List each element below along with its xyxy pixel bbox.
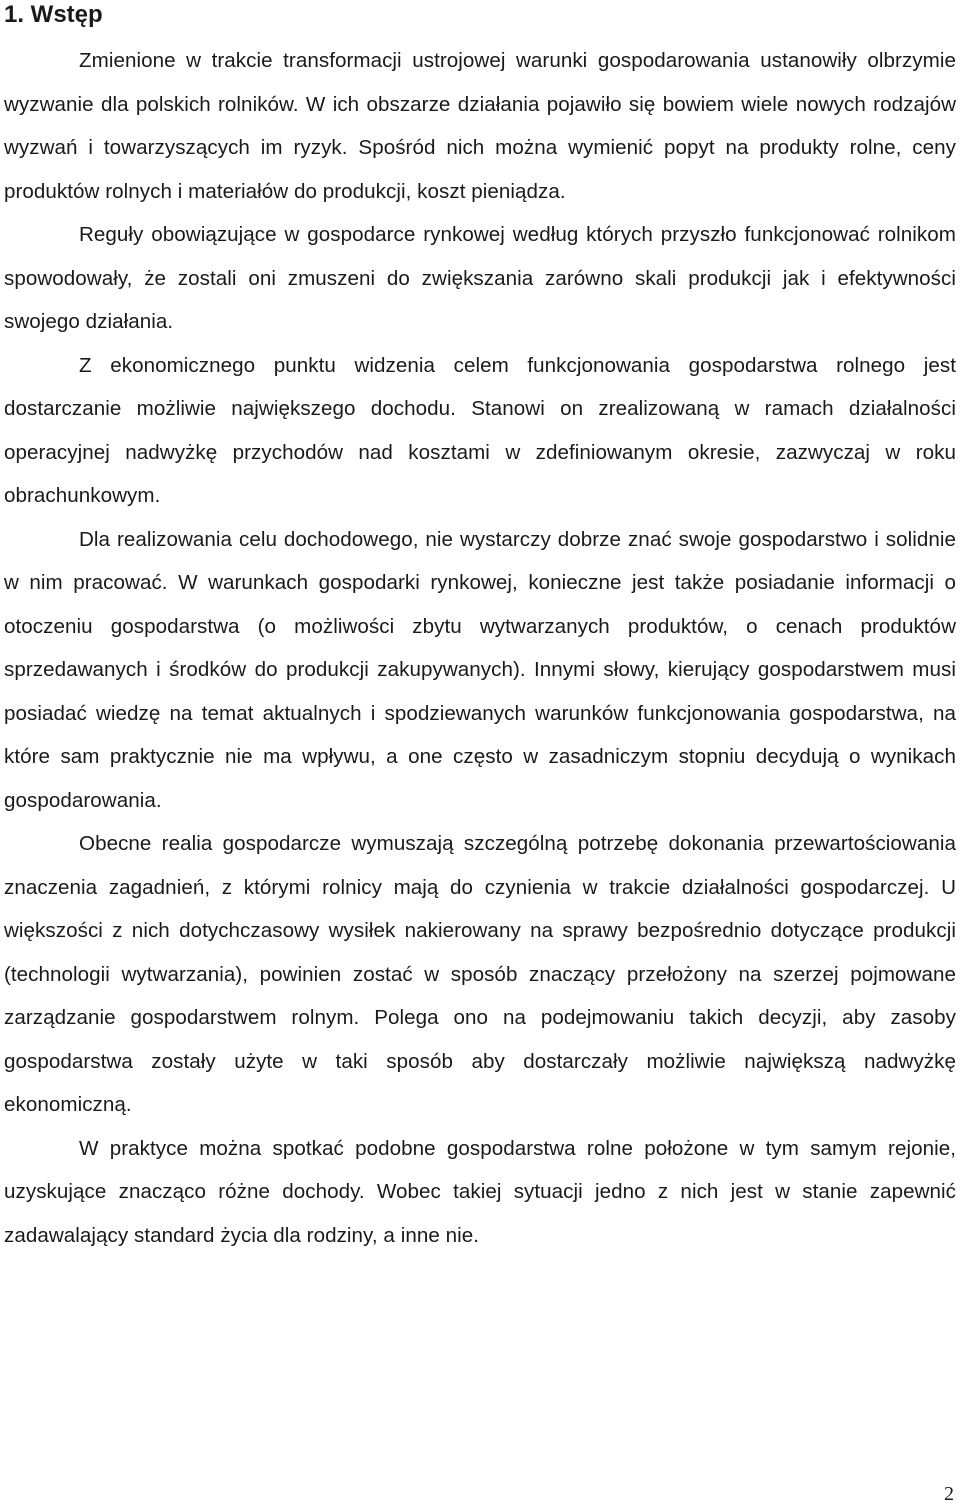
page-number: 2 xyxy=(944,1483,954,1505)
paragraph-6: W praktyce można spotkać podobne gospodarstwa rolne położone w tym samym rejonie, uzyskujące znacząco różne dochody. Wobec takiej sytuacji jedno z nich jest w stanie zapewnić zadawalający standard życia dla rodziny, a inne nie. xyxy=(4,1136,956,1247)
paragraph-1: Zmienione w trakcie transformacji ustrojowej warunki gospodarowania ustanowiły olbrzymie wyzwanie dla polskich rolników. W ich obszarze działania pojawiło się bowiem wiele nowych rodzajów wyzwań i towarzyszących im ryzyk. Spośród nich można wymienić popyt na produkty rolne, ceny produktów rolnych i materiałów do produkcji, koszt pieniądza. xyxy=(4,49,956,203)
section-heading: 1. Wstęp xyxy=(4,1,103,28)
paragraph-2: Reguły obowiązujące w gospodarce rynkowej według których przyszło funkcjonować rolnikom spowodowały, że zostali oni zmuszeni do zwiększania zarówno skali produkcji jak i efektywności swojego działania. xyxy=(4,223,956,333)
paragraph-4: Dla realizowania celu dochodowego, nie wystarczy dobrze znać swoje gospodarstwo i solidnie w nim pracować. W warunkach gospodarki rynkowej, konieczne jest także posiadanie informacji o otoczeniu gospodarstwa (o możliwości zbytu wytwarzanych produktów, o cenach produktów sprzedawanych i środków do produkcji zakupywanych). Innymi słowy, kierujący gospodarstwem musi posiadać wiedzę na temat aktualnych i spodziewanych warunków funkcjonowania gospodarstwa, na które sam praktycznie nie ma wpływu, a one często w zasadniczym stopniu decydują o wynikach gospodarowania. xyxy=(4,527,956,812)
paragraph-5: Obecne realia gospodarcze wymuszają szczególną potrzebę dokonania przewartościowania znaczenia zagadnień, z którymi rolnicy mają do czynienia w trakcie działalności gospodarczej. U większości z nich dotychczasowy wysiłek nakierowany na sprawy bezpośrednio dotyczące produkcji (technologii wytwarzania), powinien zostać w sposób znaczący przełożony na szerzej pojmowane zarządzanie gospodarstwem rolnym. Polega ono na podejmowaniu takich decyzji, aby zasoby gospodarstwa zostały użyte w taki sposób aby dostarczały możliwie największą nadwyżkę ekonomiczną. xyxy=(4,832,956,1116)
paragraph-3: Z ekonomicznego punktu widzenia celem funkcjonowania gospodarstwa rolnego jest dostarczanie możliwie największego dochodu. Stanowi on zrealizowaną w ramach działalności operacyjnej nadwyżkę przychodów nad kosztami w zdefiniowanym okresie, zazwyczaj w roku obrachunkowym. xyxy=(4,353,956,507)
body-text xyxy=(4,39,956,1257)
